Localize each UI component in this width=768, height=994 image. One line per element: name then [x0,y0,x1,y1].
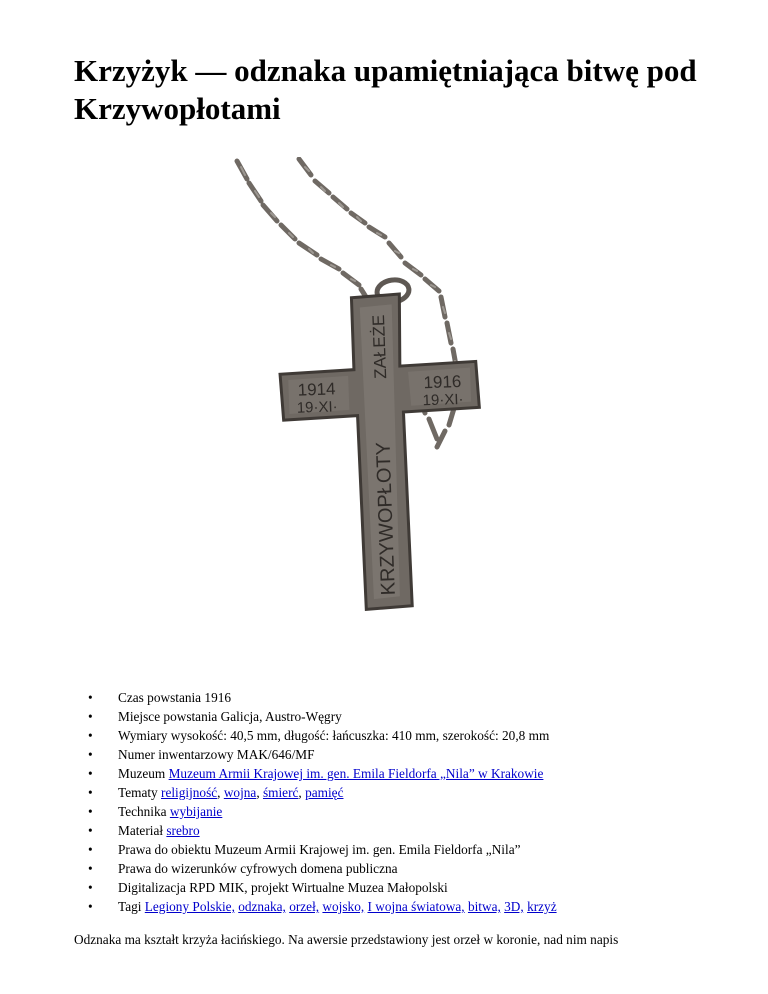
tag-link[interactable]: orzeł, [289,899,320,914]
cross-vertical-inscription: KRZYWOPŁOTY [372,441,400,596]
cross-left-year: 1914 [297,379,336,400]
tag-link[interactable]: odznaka, [238,899,286,914]
metadata-value: Muzeum Armii Krajowej im. gen. Emila Fieldorfa „Nila” [214,842,521,857]
metadata-item [118,726,557,745]
metadata-item [118,745,557,764]
metadata-label: Numer inwentarzowy [118,747,234,762]
cross-right-date: 19·XI· [422,390,464,410]
metadata-item: • Tematy religijność, wojna, śmierć, pamięć [118,783,557,802]
metadata-link[interactable]: wybijanie [169,804,223,819]
metadata-value: 1916 [204,690,232,705]
cross [277,291,486,612]
metadata-list [74,688,557,916]
cross-right-year: 1916 [423,371,462,393]
metadata-item [118,897,557,916]
tag-link[interactable]: krzyż [527,899,557,914]
metadata-item [118,859,557,878]
metadata-item [118,688,557,707]
topic-link[interactable]: wojna [223,785,257,800]
metadata-label: Miejsce powstania [118,709,218,724]
metadata-link[interactable]: Muzeum Armii Krajowej im. gen. Emila Fieldorfa „Nila” w Krakowie [168,766,544,781]
tag-link[interactable]: 3D, [504,899,524,914]
metadata-value: domena publiczna [300,861,398,876]
metadata-value: MAK/646/MF [236,747,315,762]
tag-link[interactable]: wojsko, [322,899,365,914]
tag-link[interactable]: bitwa, [467,899,501,914]
metadata-label: Czas powstania [118,690,202,705]
metadata-link[interactable]: srebro [166,823,200,838]
topic-link[interactable]: pamięć [305,785,344,800]
topic-link[interactable]: religijność [161,785,218,800]
page-title: Krzyżyk — odznaka upamiętniająca bitwę pod Krzywopłotami [74,53,697,126]
metadata-label: Muzeum [118,766,166,781]
cross-upper-inscription: ZAŁEŻE [369,314,391,380]
metadata-value: RPD MIK, projekt Wirtualne Muzea Małopolski [189,880,448,895]
metadata-item [118,764,557,783]
metadata-label: Prawa do obiektu [118,842,212,857]
metadata-value: Galicja, Austro-Węgry [220,709,342,724]
metadata-item [118,821,557,840]
metadata-label: Prawa do wizerunków cyfrowych [118,861,298,876]
metadata-item [118,840,557,859]
metadata-label: Tematy [118,785,158,800]
metadata-value: wysokość: 40,5 mm, długość: łańcuszka: 410 mm, szerokość: 20,8 mm [170,728,550,743]
cross-pendant-photo [225,157,545,667]
topic-link[interactable]: śmierć [262,785,299,800]
metadata-item [118,707,557,726]
description: Odznaka ma kształt krzyża łacińskiego. Na awersie przedstawiony jest orzeł w koronie, nad nim napis [74,932,619,947]
metadata-label: Digitalizacja [118,880,186,895]
metadata-label: Technika [118,804,167,819]
metadata-label: Tagi [118,899,142,914]
tag-link[interactable]: I wojna światowa, [367,899,465,914]
metadata-label: Materiał [118,823,164,838]
metadata-label: Wymiary [118,728,168,743]
cross-left-date: 19·XI· [296,398,338,417]
tag-link[interactable]: Legiony Polskie, [144,899,235,914]
metadata-item [118,878,557,897]
metadata-item [118,802,557,821]
